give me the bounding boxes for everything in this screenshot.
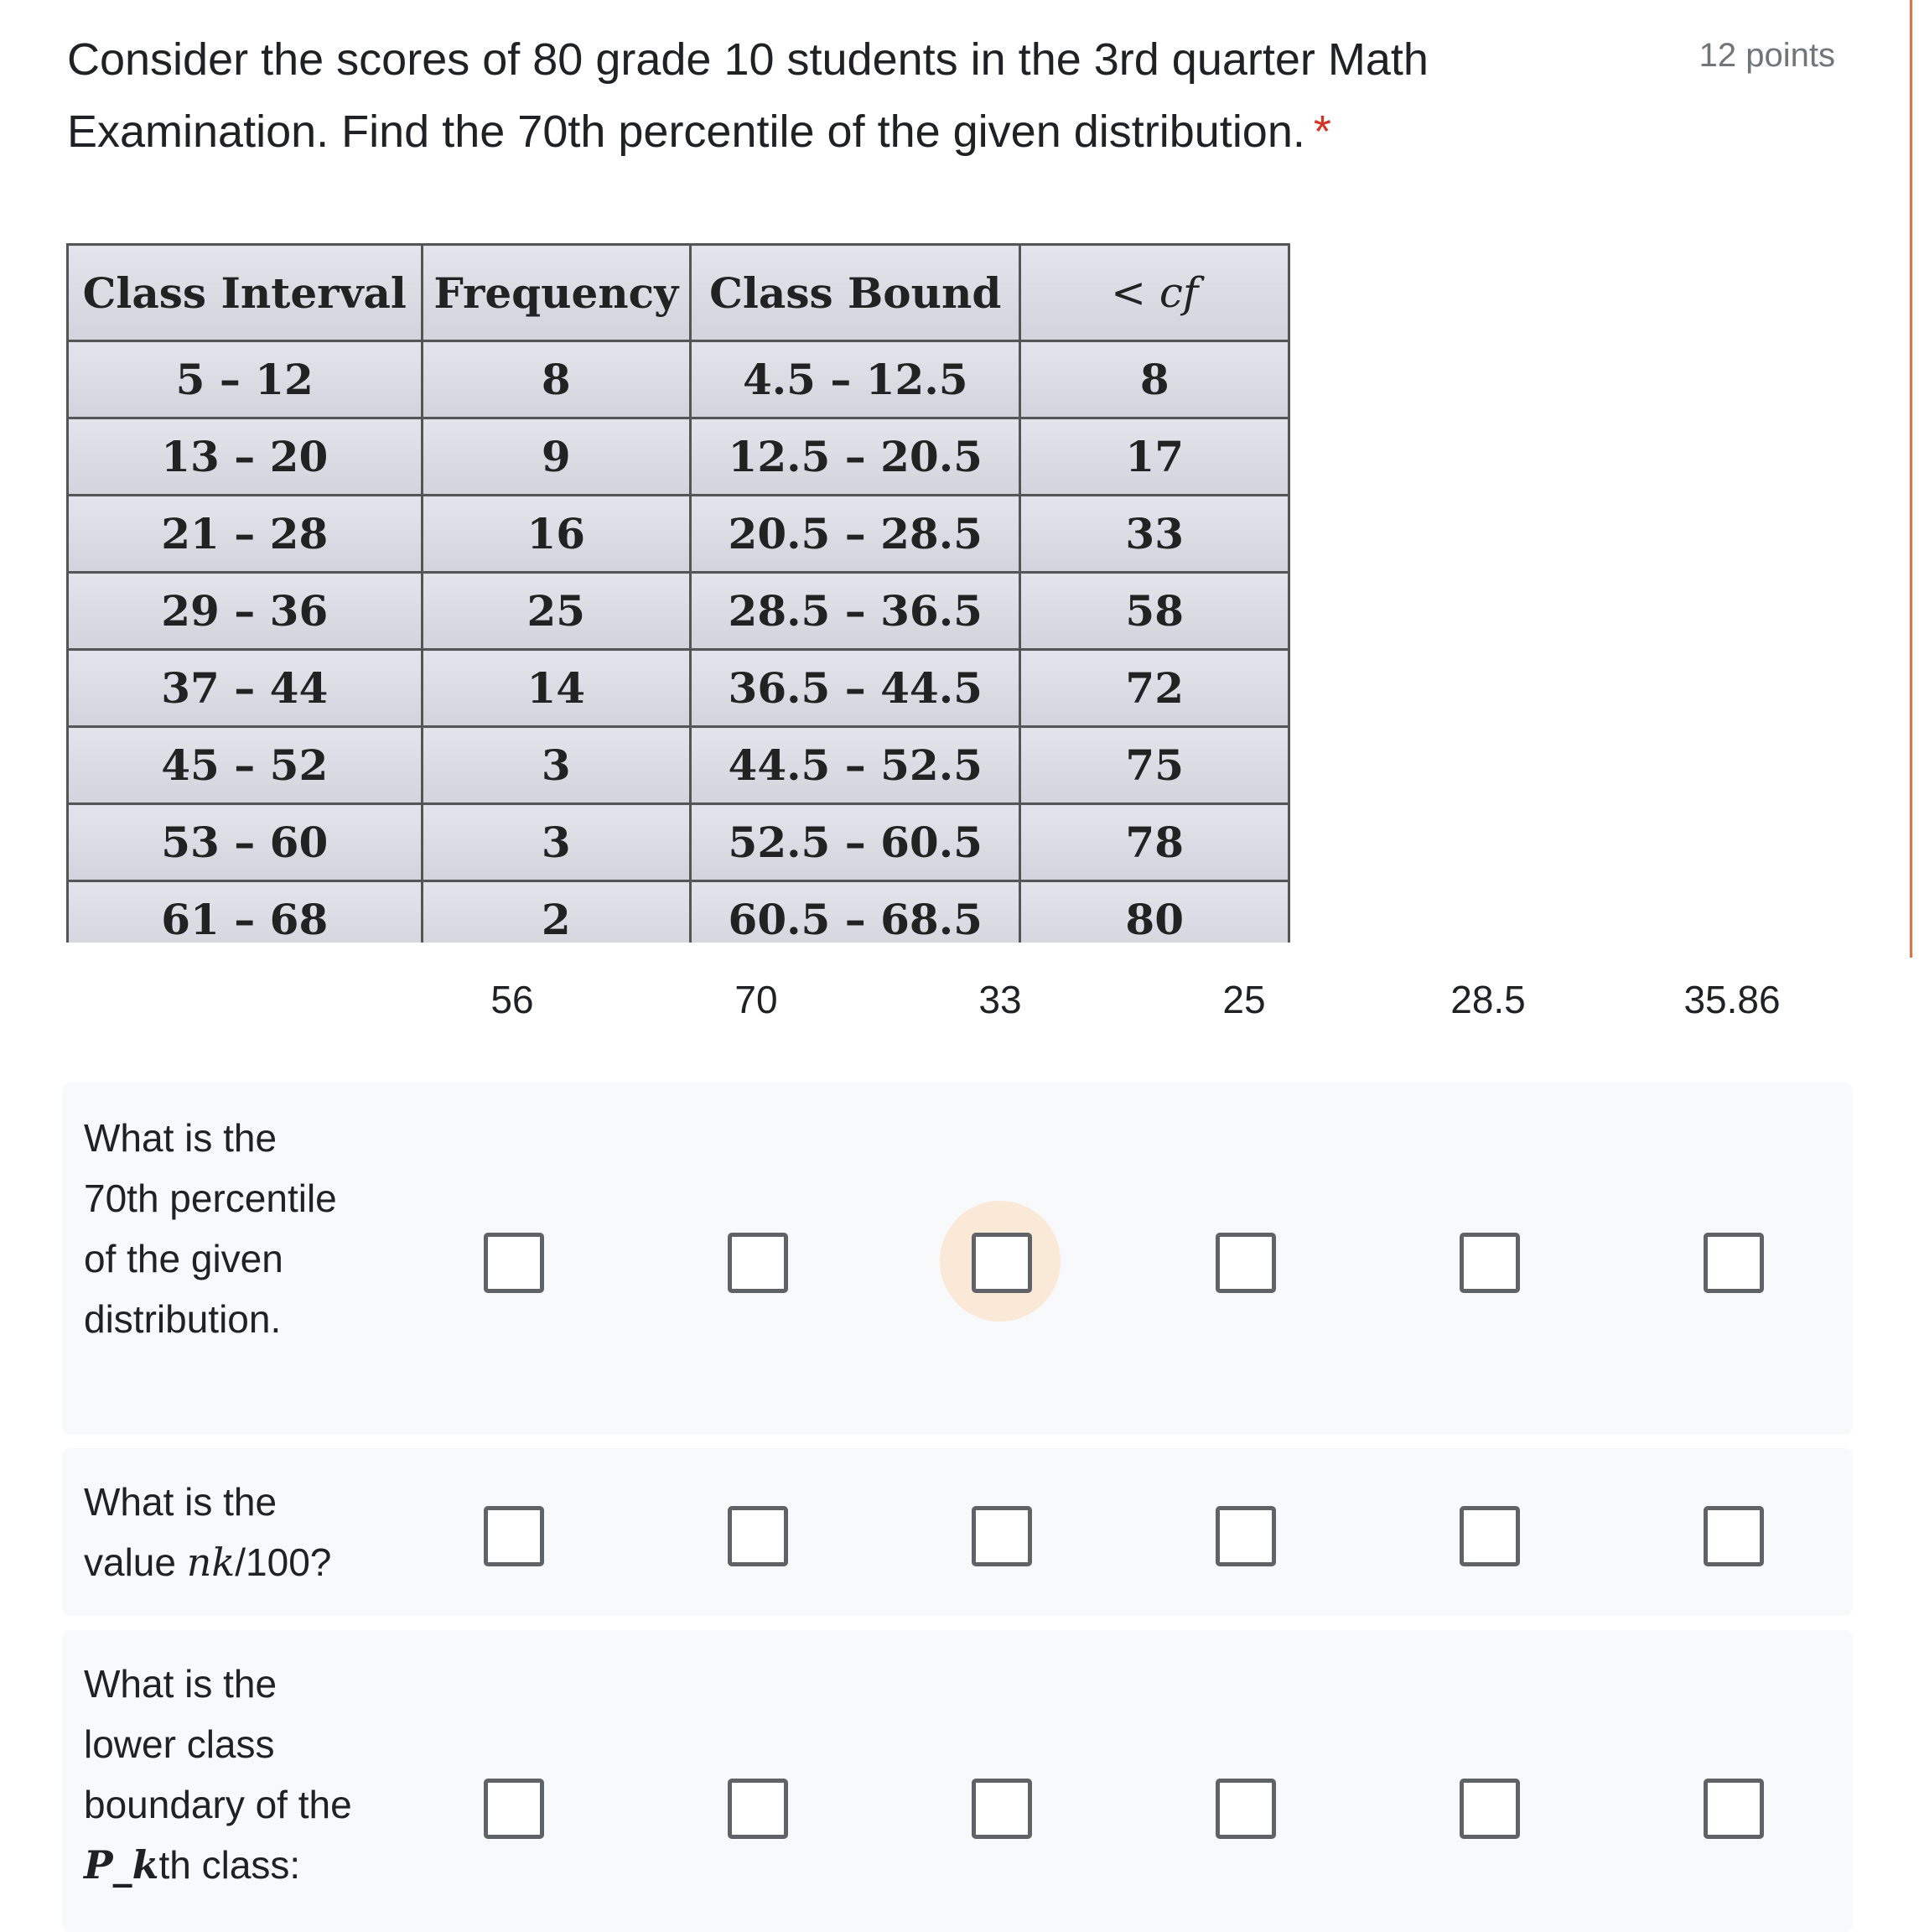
grid-row-lower-class-boundary — [62, 1630, 1853, 1932]
cell-cumulative-frequency: 33 — [1020, 496, 1289, 573]
table-row — [68, 727, 1289, 804]
row-label-math: nk — [186, 1540, 236, 1585]
checkbox-row2-col6[interactable] — [1704, 1506, 1764, 1566]
table-header-row — [68, 245, 1289, 341]
grid-column-header: 56 — [490, 978, 534, 1021]
cell-cumulative-frequency: 8 — [1020, 341, 1289, 418]
cell-class-bound: 12.5 – 20.5 — [691, 418, 1020, 496]
checkbox-row1-col5[interactable] — [1460, 1233, 1520, 1293]
cell-class-bound: 60.5 – 68.5 — [691, 881, 1020, 943]
cell-cumulative-frequency: 80 — [1020, 881, 1289, 943]
header-class-interval: Class Interval — [68, 245, 423, 341]
question-text: Consider the scores of 80 grade 10 students in the 3rd quarter Math Examination. Find the 70th percentile of the given distribution. — [67, 34, 1429, 157]
distribution-table-image — [66, 243, 1290, 943]
grid-row-nk-value — [62, 1448, 1853, 1616]
checkbox-row3-col6[interactable] — [1704, 1779, 1764, 1839]
required-asterisk: * — [1313, 106, 1331, 157]
grid-row-label — [84, 1654, 360, 1895]
cell-class-interval: 13 – 20 — [68, 418, 423, 496]
grid-row-label — [84, 1108, 360, 1349]
row-label-math: P_k — [84, 1842, 159, 1888]
header-cumulative-frequency: < cf — [1020, 245, 1289, 341]
cell-frequency: 16 — [422, 496, 691, 573]
cell-class-bound: 52.5 – 60.5 — [691, 804, 1020, 881]
question-title — [67, 23, 1593, 168]
points-label: 12 points — [1699, 37, 1835, 74]
cell-cumulative-frequency: 78 — [1020, 804, 1289, 881]
table-row — [68, 418, 1289, 496]
checkbox-row2-col1[interactable] — [484, 1506, 544, 1566]
cell-cumulative-frequency: 17 — [1020, 418, 1289, 496]
cell-frequency: 9 — [422, 418, 691, 496]
grid-column-header: 28.5 — [1450, 978, 1526, 1021]
checkbox-row3-col4[interactable] — [1216, 1779, 1276, 1839]
distribution-table — [66, 243, 1290, 943]
grid-row-70th-percentile — [62, 1083, 1853, 1435]
cell-class-bound: 36.5 – 44.5 — [691, 650, 1020, 727]
cell-frequency: 3 — [422, 804, 691, 881]
row-label-text-end: /100? — [235, 1540, 332, 1584]
table-row — [68, 650, 1289, 727]
question-accent-bar — [1910, 0, 1912, 958]
cell-frequency: 2 — [422, 881, 691, 943]
grid-column-header: 25 — [1222, 978, 1266, 1021]
cell-cumulative-frequency: 75 — [1020, 727, 1289, 804]
row-label-text: What is the 70th percentile of the given distribution. — [84, 1116, 337, 1341]
row-label-text: What is the value — [84, 1480, 277, 1584]
checkbox-row1-col2[interactable] — [728, 1233, 788, 1293]
checkbox-row1-col1[interactable] — [484, 1233, 544, 1293]
checkbox-row2-col3[interactable] — [972, 1506, 1032, 1566]
cell-class-interval: 45 – 52 — [68, 727, 423, 804]
checkbox-row3-col1[interactable] — [484, 1779, 544, 1839]
cell-frequency: 25 — [422, 573, 691, 650]
checkbox-row3-col3[interactable] — [972, 1779, 1032, 1839]
checkbox-row1-col6[interactable] — [1704, 1233, 1764, 1293]
header-class-bound: Class Bound — [691, 245, 1020, 341]
cell-class-bound: 28.5 – 36.5 — [691, 573, 1020, 650]
grid-row-label — [84, 1472, 360, 1592]
grid-column-header: 35.86 — [1683, 978, 1781, 1021]
cell-class-interval: 29 – 36 — [68, 573, 423, 650]
grid-column-header: 33 — [978, 978, 1022, 1021]
header-frequency: Frequency — [422, 245, 691, 341]
row-label-text-end: th class: — [158, 1843, 301, 1887]
cell-class-interval: 53 – 60 — [68, 804, 423, 881]
row-label-text: What is the lower class boundary of the — [84, 1662, 352, 1826]
checkbox-row1-col3[interactable] — [972, 1233, 1032, 1293]
checkbox-row2-col4[interactable] — [1216, 1506, 1276, 1566]
grid-column-headers — [0, 977, 1919, 1036]
cell-frequency: 3 — [422, 727, 691, 804]
checkbox-row3-col2[interactable] — [728, 1779, 788, 1839]
cell-class-interval: 61 – 68 — [68, 881, 423, 943]
cell-class-interval: 21 – 28 — [68, 496, 423, 573]
cell-class-bound: 44.5 – 52.5 — [691, 727, 1020, 804]
cell-cumulative-frequency: 58 — [1020, 573, 1289, 650]
table-row — [68, 804, 1289, 881]
table-row — [68, 496, 1289, 573]
cell-class-interval: 37 – 44 — [68, 650, 423, 727]
checkbox-row3-col5[interactable] — [1460, 1779, 1520, 1839]
table-row — [68, 573, 1289, 650]
table-row — [68, 341, 1289, 418]
cell-cumulative-frequency: 72 — [1020, 650, 1289, 727]
checkbox-row2-col2[interactable] — [728, 1506, 788, 1566]
cell-class-bound: 20.5 – 28.5 — [691, 496, 1020, 573]
checkbox-row2-col5[interactable] — [1460, 1506, 1520, 1566]
cell-frequency: 14 — [422, 650, 691, 727]
cell-class-interval: 5 – 12 — [68, 341, 423, 418]
grid-column-header: 70 — [734, 978, 778, 1021]
cell-class-bound: 4.5 – 12.5 — [691, 341, 1020, 418]
checkbox-row1-col4[interactable] — [1216, 1233, 1276, 1293]
table-row — [68, 881, 1289, 943]
cell-frequency: 8 — [422, 341, 691, 418]
